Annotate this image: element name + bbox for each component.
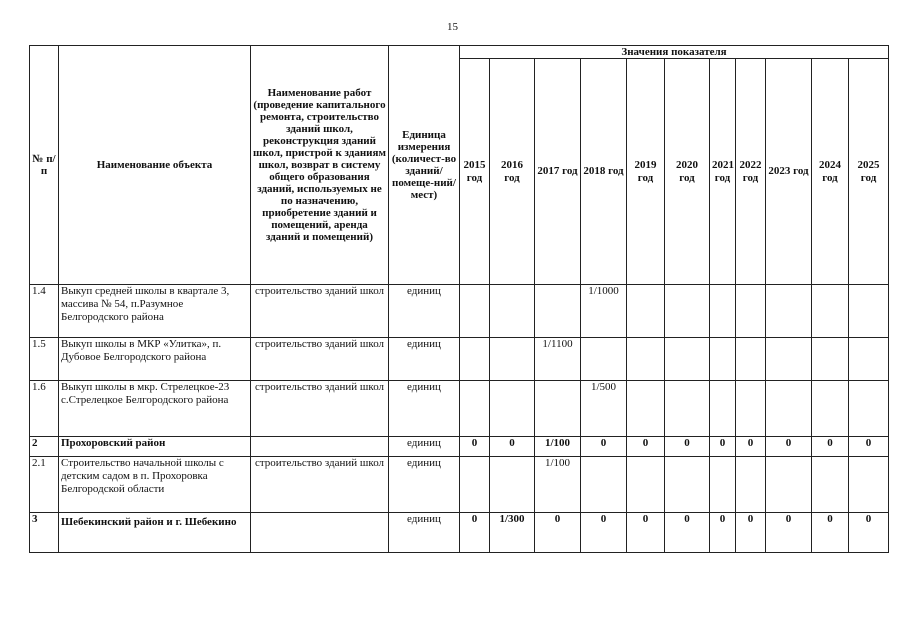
row-works: строительство зданий школ — [251, 381, 389, 437]
row-value — [665, 285, 710, 338]
row-value — [581, 457, 627, 513]
row-value — [812, 338, 849, 381]
row-value — [490, 285, 535, 338]
row-value: 0 — [849, 437, 889, 457]
row-object: Прохоровский район — [59, 437, 251, 457]
row-value — [490, 381, 535, 437]
row-value — [490, 457, 535, 513]
header-year: 2023 год — [766, 59, 812, 285]
row-value: 0 — [460, 513, 490, 553]
table-row — [30, 338, 889, 381]
row-value: 0 — [460, 437, 490, 457]
row-value — [849, 338, 889, 381]
row-value: 0 — [627, 437, 665, 457]
row-value — [460, 285, 490, 338]
row-object: Выкуп школы в МКР «Улитка», п. Дубовое Белгородского района — [59, 338, 251, 381]
row-value: 0 — [581, 437, 627, 457]
row-value — [627, 338, 665, 381]
row-works — [251, 437, 389, 457]
row-value: 0 — [581, 513, 627, 553]
row-value — [736, 381, 766, 437]
row-value — [460, 457, 490, 513]
row-value: 1/100 — [535, 457, 581, 513]
row-value — [766, 457, 812, 513]
row-value — [665, 338, 710, 381]
table-row — [30, 437, 889, 457]
row-value — [665, 457, 710, 513]
row-value — [736, 338, 766, 381]
row-value — [812, 381, 849, 437]
row-works: строительство зданий школ — [251, 338, 389, 381]
row-num: 1.5 — [30, 338, 59, 381]
header-year: 2024 год — [812, 59, 849, 285]
header-year: 2018 год — [581, 59, 627, 285]
row-value: 1/300 — [490, 513, 535, 553]
header-year: 2025 год — [849, 59, 889, 285]
row-value: 0 — [849, 513, 889, 553]
header-object: Наименование объекта — [59, 46, 251, 285]
row-value — [710, 457, 736, 513]
row-num: 3 — [30, 513, 59, 553]
row-value: 0 — [766, 513, 812, 553]
row-value: 0 — [710, 437, 736, 457]
row-value — [460, 338, 490, 381]
row-value — [490, 338, 535, 381]
row-value — [710, 285, 736, 338]
header-unit: Единица измерения (количест-во зданий/ помеще-ний/ мест) — [389, 46, 460, 285]
header-values-group: Значения показателя — [460, 46, 889, 59]
header-year: 2019 год — [627, 59, 665, 285]
row-unit: единиц — [389, 381, 460, 437]
row-num: 1.4 — [30, 285, 59, 338]
row-value: 1/100 — [535, 437, 581, 457]
row-object: Выкуп школы в мкр. Стрелецкое-23 с.Стрелецкое Белгородского района — [59, 381, 251, 437]
header-year: 2017 год — [535, 59, 581, 285]
row-value — [710, 338, 736, 381]
row-object: Строительство начальной школы с детским садом в п. Прохоровка Белгородской области — [59, 457, 251, 513]
page-number: 15 — [447, 21, 458, 33]
row-value — [535, 285, 581, 338]
row-value: 0 — [812, 437, 849, 457]
row-value: 0 — [627, 513, 665, 553]
row-value: 0 — [665, 513, 710, 553]
row-unit: единиц — [389, 285, 460, 338]
header-year: 2015 год — [460, 59, 490, 285]
row-value: 1/1100 — [535, 338, 581, 381]
row-value: 0 — [710, 513, 736, 553]
row-value — [581, 338, 627, 381]
row-value: 0 — [490, 437, 535, 457]
row-works: строительство зданий школ — [251, 457, 389, 513]
row-value — [812, 285, 849, 338]
row-value — [849, 381, 889, 437]
row-value: 1/500 — [581, 381, 627, 437]
row-value: 0 — [665, 437, 710, 457]
row-unit: единиц — [389, 338, 460, 381]
row-value: 1/1000 — [581, 285, 627, 338]
row-value — [627, 457, 665, 513]
header-year: 2021 год — [710, 59, 736, 285]
row-value — [812, 457, 849, 513]
header-year: 2020 год — [665, 59, 710, 285]
row-value: 0 — [812, 513, 849, 553]
row-unit: единиц — [389, 513, 460, 553]
header-year: 2016 год — [490, 59, 535, 285]
row-value — [766, 285, 812, 338]
row-value — [627, 285, 665, 338]
row-value — [736, 285, 766, 338]
row-value — [535, 381, 581, 437]
row-value: 0 — [736, 513, 766, 553]
row-value — [736, 457, 766, 513]
row-value — [665, 381, 710, 437]
row-works — [251, 513, 389, 553]
row-num: 2.1 — [30, 457, 59, 513]
row-object: Шебекинский район и г. Шебекино — [59, 513, 251, 553]
row-value — [710, 381, 736, 437]
table-row — [30, 513, 889, 553]
indicator-table — [29, 45, 889, 553]
row-value — [766, 338, 812, 381]
row-works: строительство зданий школ — [251, 285, 389, 338]
row-value — [627, 381, 665, 437]
row-value: 0 — [535, 513, 581, 553]
table-row — [30, 457, 889, 513]
table-row — [30, 285, 889, 338]
row-num: 1.6 — [30, 381, 59, 437]
row-value — [766, 381, 812, 437]
table-row — [30, 381, 889, 437]
row-value — [460, 381, 490, 437]
row-value: 0 — [736, 437, 766, 457]
row-unit: единиц — [389, 437, 460, 457]
row-unit: единиц — [389, 457, 460, 513]
row-object: Выкуп средней школы в квартале 3, массива № 54, п.Разумное Белгородского района — [59, 285, 251, 338]
row-value — [849, 285, 889, 338]
row-num: 2 — [30, 437, 59, 457]
row-value — [849, 457, 889, 513]
header-works: Наименование работ (проведение капитального ремонта, строительство зданий школ, реконструкция зданий школ, пристрой к зданиям школ, возврат в систему общего образования зданий, используемых не по назначению, приобретение зданий и помещений, аренда зданий и помещений) — [251, 46, 389, 285]
row-value: 0 — [766, 437, 812, 457]
header-year: 2022 год — [736, 59, 766, 285]
header-num: № п/п — [30, 46, 59, 285]
